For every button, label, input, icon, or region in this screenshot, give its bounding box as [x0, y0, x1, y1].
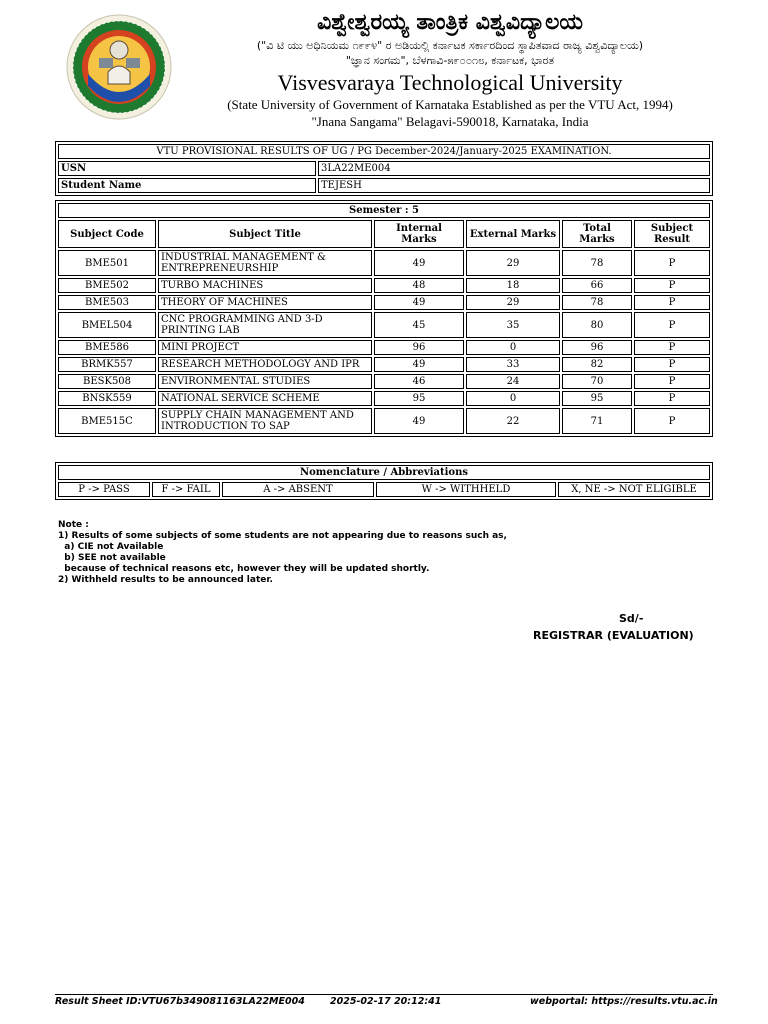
total-marks: 66 — [562, 278, 632, 293]
subject-code: BNSK559 — [58, 391, 156, 406]
results-header-row — [58, 220, 710, 248]
registrar-label: REGISTRAR (EVALUATION) — [533, 629, 694, 642]
note-line: b) SEE not available — [58, 553, 166, 563]
table-row — [58, 295, 710, 310]
external-marks: 18 — [466, 278, 560, 293]
subject-result: P — [634, 357, 710, 372]
notes-heading: Note : — [58, 520, 89, 530]
external-marks: 29 — [466, 250, 560, 276]
internal-marks: 45 — [374, 312, 464, 338]
student-name-label: Student Name — [58, 178, 316, 193]
student-name-value: TEJESH — [318, 178, 710, 193]
vtu-emblem-icon — [66, 14, 172, 120]
subject-title: TURBO MACHINES — [158, 278, 372, 293]
subject-title: CNC PROGRAMMING AND 3-D PRINTING LAB — [158, 312, 372, 338]
col-external-marks: External Marks — [466, 220, 560, 248]
total-marks: 78 — [562, 295, 632, 310]
note-line: a) CIE not Available — [58, 542, 164, 552]
subject-code: BME501 — [58, 250, 156, 276]
abbr-not-eligible: X, NE -> NOT ELIGIBLE — [558, 482, 710, 497]
signature-sd: Sd/- — [619, 612, 644, 625]
abbr-pass: P -> PASS — [58, 482, 150, 497]
subject-result: P — [634, 295, 710, 310]
external-marks: 22 — [466, 408, 560, 434]
subject-title: INDUSTRIAL MANAGEMENT & ENTREPRENEURSHIP — [158, 250, 372, 276]
usn-label: USN — [58, 161, 316, 176]
col-internal-marks: Internal Marks — [374, 220, 464, 248]
table-row — [58, 340, 710, 355]
note-line: 2) Withheld results to be announced later. — [58, 575, 273, 585]
table-row — [58, 391, 710, 406]
internal-marks: 96 — [374, 340, 464, 355]
subject-title: MINI PROJECT — [158, 340, 372, 355]
university-header — [0, 0, 768, 130]
kannada-university-title: ವಿಶ್ವೇಶ್ವರಯ್ಯ ತಾಂತ್ರಿಕ ವಿಶ್ವವಿದ್ಯಾಲಯ — [317, 10, 583, 35]
subject-code: BRMK557 — [58, 357, 156, 372]
note-line: 1) Results of some subjects of some students are not appearing due to reasons such as, — [58, 531, 507, 541]
col-subject-code: Subject Code — [58, 220, 156, 248]
subject-code: BME502 — [58, 278, 156, 293]
external-marks: 24 — [466, 374, 560, 389]
external-marks: 0 — [466, 391, 560, 406]
student-info-table — [55, 141, 713, 196]
subject-code: BMEL504 — [58, 312, 156, 338]
external-marks: 29 — [466, 295, 560, 310]
usn-value: 3LA22ME004 — [318, 161, 710, 176]
total-marks: 80 — [562, 312, 632, 338]
total-marks: 71 — [562, 408, 632, 434]
webportal-link[interactable]: webportal: https://results.vtu.ac.in — [530, 996, 718, 1007]
subject-title: RESEARCH METHODOLOGY AND IPR — [158, 357, 372, 372]
subject-title: ENVIRONMENTAL STUDIES — [158, 374, 372, 389]
total-marks: 95 — [562, 391, 632, 406]
table-row — [58, 250, 710, 276]
subject-result: P — [634, 312, 710, 338]
kannada-address: "ಜ್ಞಾನ ಸಂಗಮ", ಬೆಳಗಾವಿ-೫೯೦೦೧೮, ಕರ್ನಾಟಕ, ಭಾರತ — [345, 54, 555, 67]
table-row — [58, 278, 710, 293]
abbr-fail: F -> FAIL — [152, 482, 220, 497]
nomenclature-heading: Nomenclature / Abbreviations — [58, 465, 710, 480]
table-row — [58, 357, 710, 372]
total-marks: 82 — [562, 357, 632, 372]
col-subject-result: Subject Result — [634, 220, 710, 248]
result-sheet-id: Result Sheet ID:VTU67b349081163LA22ME004 — [55, 996, 305, 1007]
subject-title: THEORY OF MACHINES — [158, 295, 372, 310]
subject-result: P — [634, 374, 710, 389]
subject-result: P — [634, 408, 710, 434]
subject-result: P — [634, 340, 710, 355]
internal-marks: 46 — [374, 374, 464, 389]
internal-marks: 49 — [374, 250, 464, 276]
english-address: "Jnana Sangama" Belagavi-590018, Karnataka, India — [311, 114, 589, 129]
abbr-absent: A -> ABSENT — [222, 482, 374, 497]
internal-marks: 48 — [374, 278, 464, 293]
subject-code: BESK508 — [58, 374, 156, 389]
notes-section — [58, 520, 558, 586]
exam-banner: VTU PROVISIONAL RESULTS OF UG / PG December-2024/January-2025 EXAMINATION. — [58, 144, 710, 159]
table-row — [58, 408, 710, 434]
results-table — [55, 200, 713, 437]
english-university-title: Visvesvaraya Technological University — [277, 70, 623, 95]
subject-title: SUPPLY CHAIN MANAGEMENT AND INTRODUCTION TO SAP — [158, 408, 372, 434]
subject-code: BME586 — [58, 340, 156, 355]
kannada-subtitle: ("ವಿ ಟಿ ಯು ಅಧಿನಿಯಮ ೧೯೯೪" ರ ಅಡಿಯಲ್ಲಿ ಕರ್ನಾಟಕ ಸರ್ಕಾರದಿಂದ ಸ್ಥಾಪಿತವಾದ ರಾಜ್ಯ ವಿಶ್ವವಿದ್ಯಾಲಯ) — [256, 39, 644, 52]
abbr-withheld: W -> WITHHELD — [376, 482, 556, 497]
subject-result: P — [634, 278, 710, 293]
total-marks: 78 — [562, 250, 632, 276]
nomenclature-table — [55, 462, 713, 500]
subject-result: P — [634, 250, 710, 276]
subject-code: BME515C — [58, 408, 156, 434]
semester-heading: Semester : 5 — [58, 203, 710, 218]
subject-result: P — [634, 391, 710, 406]
footer-divider — [55, 994, 713, 995]
internal-marks: 49 — [374, 408, 464, 434]
internal-marks: 49 — [374, 295, 464, 310]
subject-title: NATIONAL SERVICE SCHEME — [158, 391, 372, 406]
external-marks: 33 — [466, 357, 560, 372]
external-marks: 35 — [466, 312, 560, 338]
table-row — [58, 312, 710, 338]
col-total-marks: Total Marks — [562, 220, 632, 248]
external-marks: 0 — [466, 340, 560, 355]
generated-datetime: 2025-02-17 20:12:41 — [330, 996, 442, 1007]
col-subject-title: Subject Title — [158, 220, 372, 248]
note-line: because of technical reasons etc, however they will be updated shortly. — [58, 564, 430, 574]
total-marks: 96 — [562, 340, 632, 355]
internal-marks: 95 — [374, 391, 464, 406]
table-row — [58, 374, 710, 389]
subject-code: BME503 — [58, 295, 156, 310]
internal-marks: 49 — [374, 357, 464, 372]
english-subtitle: (State University of Government of Karnataka Established as per the VTU Act, 1994) — [227, 97, 673, 112]
total-marks: 70 — [562, 374, 632, 389]
